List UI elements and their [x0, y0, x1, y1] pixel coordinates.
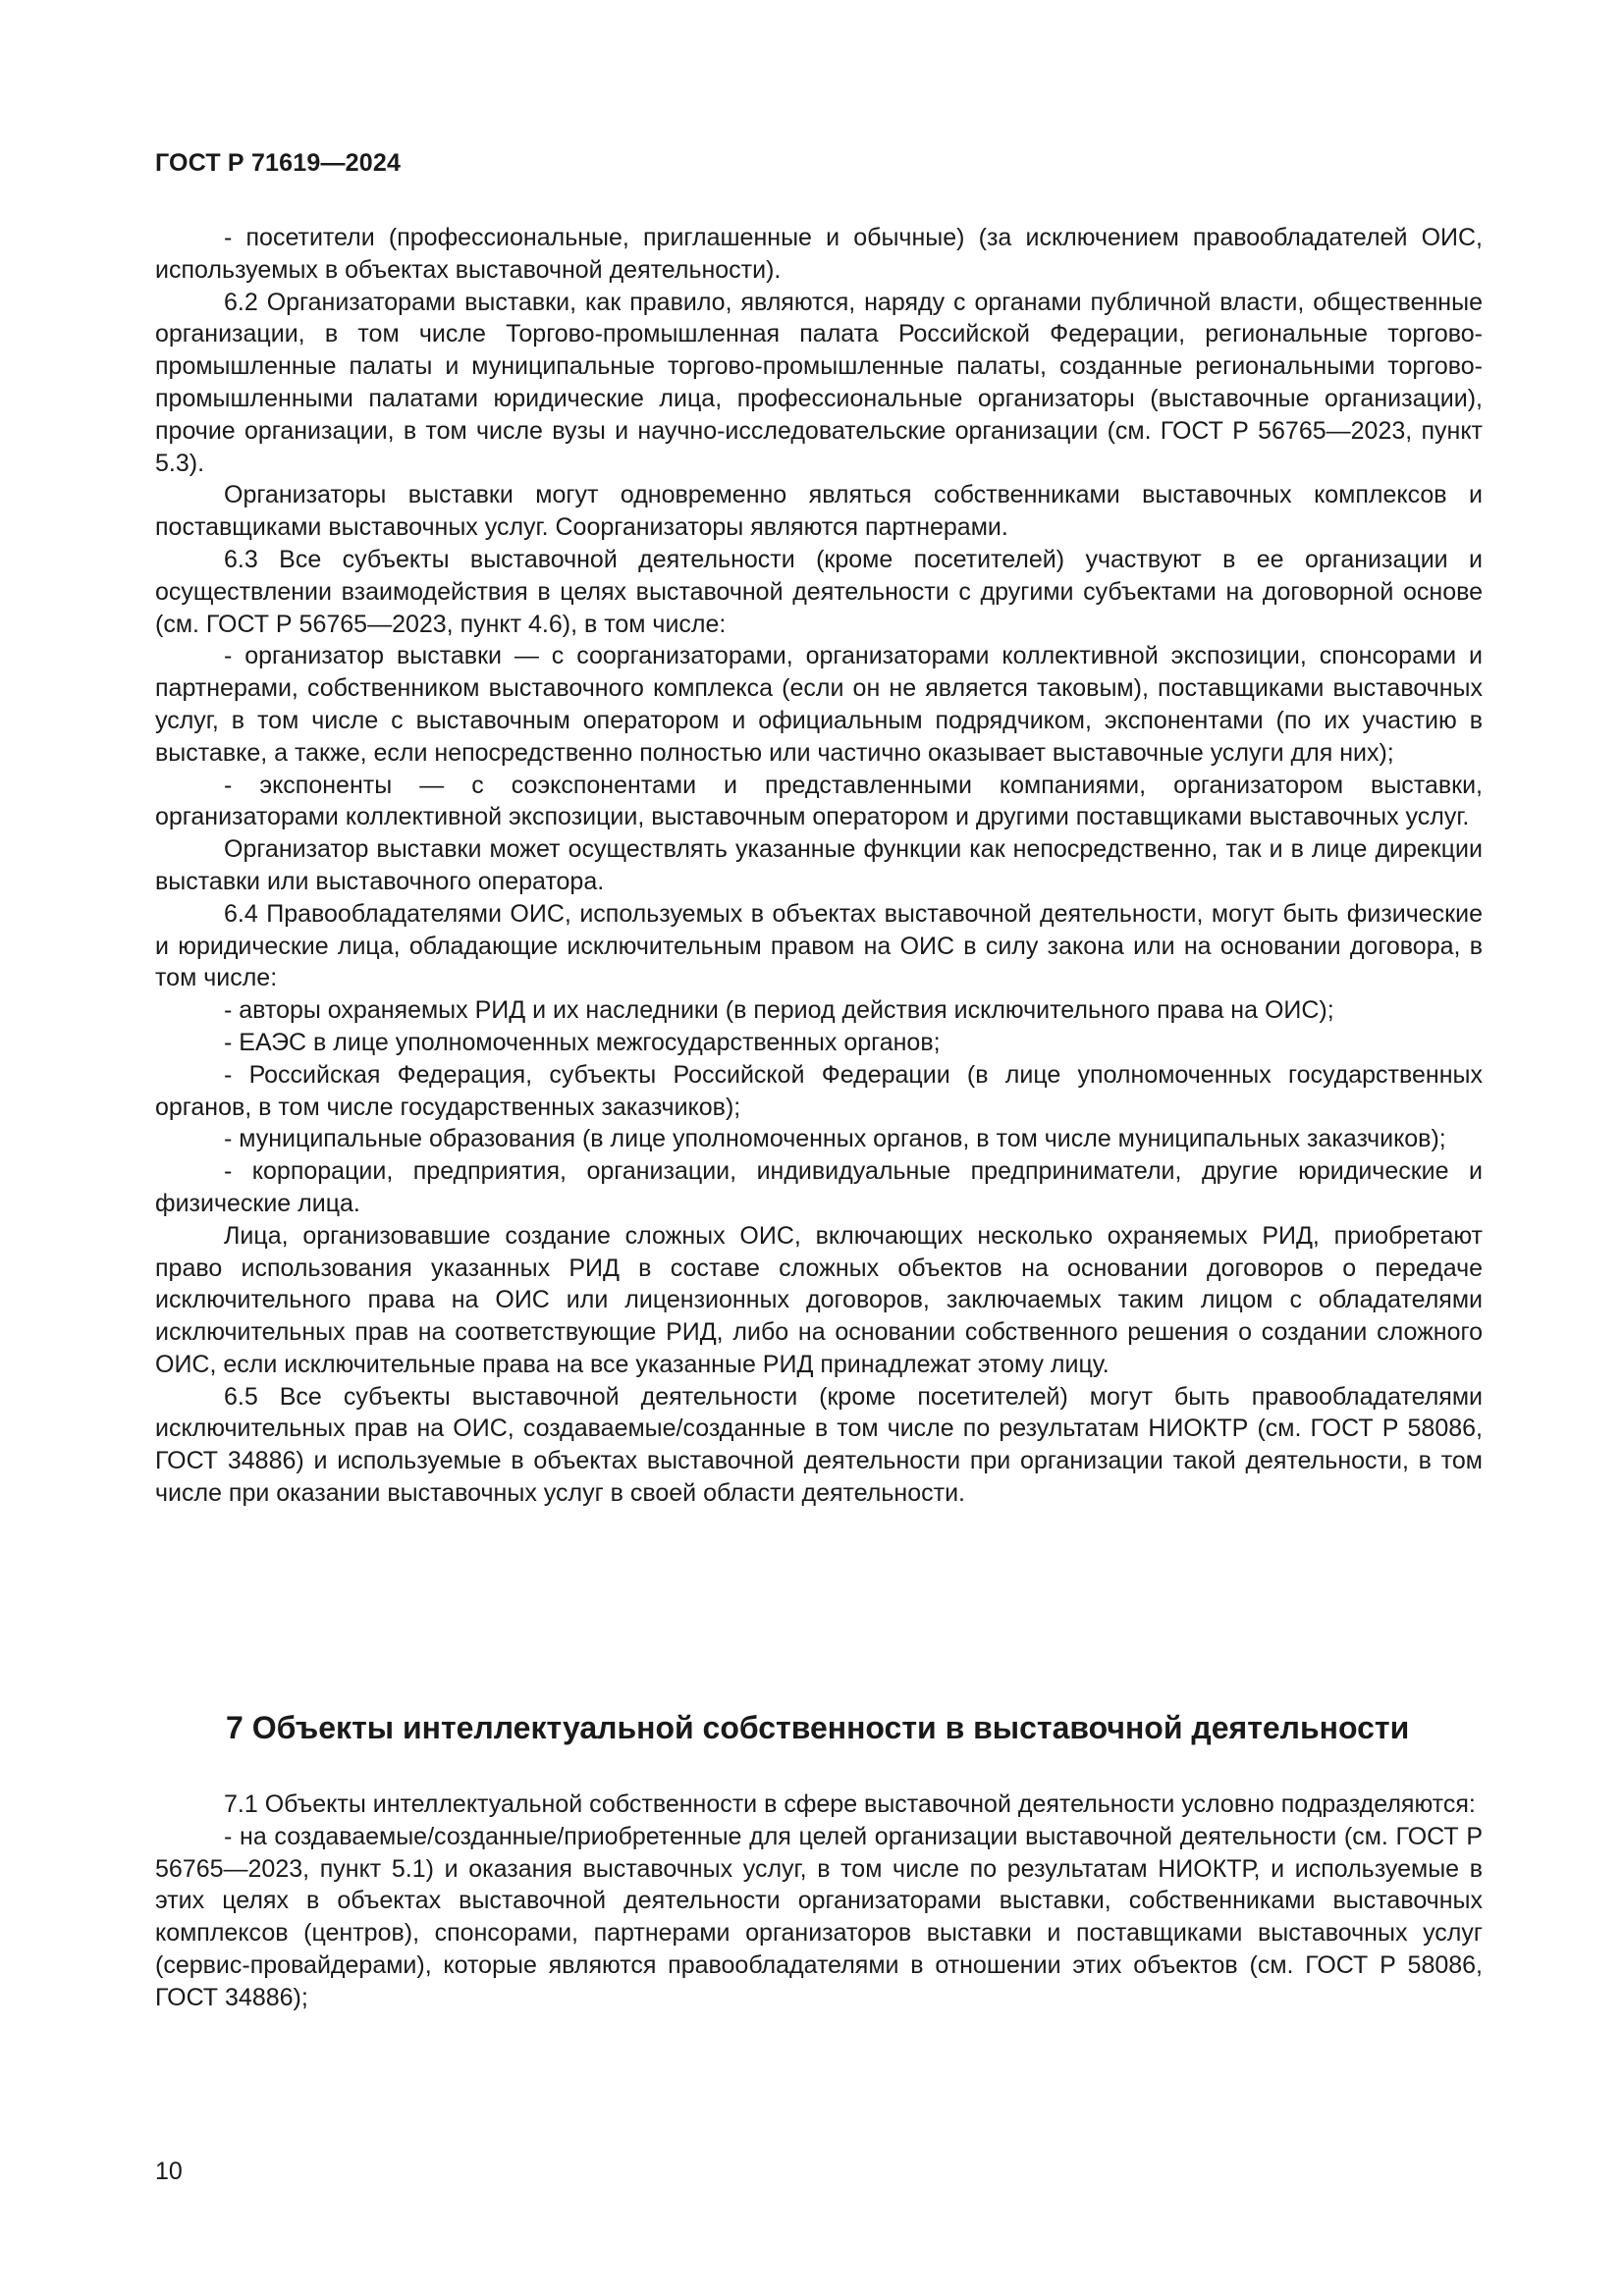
paragraph: - муниципальные образования (в лице уполномоченных органов, в том числе муниципальных заказчиков); [224, 1125, 1446, 1153]
paragraph: - Российская Федерация, субъекты Российской Федерации (в лице уполномоченных государственных органов, в том числе государственных заказчиков); [155, 1060, 1483, 1121]
section-7-body [155, 1789, 1483, 2014]
document-header: ГОСТ Р 71619—2024 [155, 149, 402, 177]
paragraph: 7.1 Объекты интеллектуальной собственности в сфере выставочной деятельности условно подразделяются: [224, 1790, 1476, 1818]
section-6-body [155, 222, 1483, 1510]
paragraph: 6.2 Организаторами выставки, как правило, являются, наряду с органами публичной власти, общественные организации, в том числе Торгово-промышленная палата Российской Федерации, региональные торгово-промышленные палаты и муниципальные торгово-промышленные палаты, созданные региональными торгово-промышленными палатами юридические лица, профессиональные организаторы (выставочные организации), прочие организации, в том числе вузы и научно-исследовательские организации (см. ГОСТ Р 56765—2023, пункт 5.3). [155, 288, 1483, 477]
paragraph: - корпорации, предприятия, организации, индивидуальные предприниматели, другие юридические и физические лица. [155, 1157, 1483, 1217]
paragraph: Организаторы выставки могут одновременно являться собственниками выставочных комплексов и поставщиками выставочных услуг. Соорганизаторы являются партнерами. [155, 481, 1483, 542]
paragraph: Организатор выставки может осуществлять указанные функции как непосредственно, так и в лице дирекции выставки или выставочного оператора. [155, 835, 1483, 895]
paragraph: 6.5 Все субъекты выставочной деятельности (кроме посетителей) могут быть правообладателями исключительных прав на ОИС, создаваемые/созданные в том числе по результатам НИОКТР (см. ГОСТ Р 58086, ГОСТ 34886) и используемые в объектах выставочной деятельности при организации такой деятельности, в том числе при оказании выставочных услуг в своей области деятельности. [155, 1382, 1483, 1508]
section-title: 7 Объекты интеллектуальной собственности в выставочной деятельности [226, 1710, 1410, 1745]
paragraph: - организатор выставки — с соорганизаторами, организаторами коллективной экспозиции, спонсорами и партнерами, собственником выставочного комплекса (если он не является таковым), поставщиками выставочных услуг, в том числе с выставочным оператором и официальным подрядчиком, экспонентами (по их участию в выставке, а также, если непосредственно полностью или частично оказывает выставочные услуги для них); [155, 642, 1483, 767]
paragraph: 6.4 Правообладателями ОИС, используемых в объектах выставочной деятельности, могут быть физические и юридические лица, обладающие исключительным правом на ОИС в силу закона или на основании договора, в том числе: [155, 899, 1483, 992]
page-number: 10 [155, 2158, 183, 2185]
paragraph: 6.3 Все субъекты выставочной деятельности (кроме посетителей) участвуют в ее организации и осуществлении взаимодействия в целях выставочной деятельности с другими субъектами на договорной основе (см. ГОСТ Р 56765—2023, пункт 4.6), в том числе: [155, 545, 1483, 638]
paragraph: - авторы охраняемых РИД и их наследники (в период действия исключительного права на ОИС); [224, 996, 1334, 1025]
paragraph: - на создаваемые/созданные/приобретенные для целей организации выставочной деятельности (см. ГОСТ Р 56765—2023, пункт 5.1) и оказания выставочных услуг, в том числе по результатам НИОКТР, и используемые в этих целях в объектах выставочной деятельности организаторами выставки, собственниками выставочных комплексов (центров), спонсорами, партнерами организаторов выставки и поставщиками выставочных услуг (сервис-провайдерами), которые являются правообладателями в отношении этих объектов (см. ГОСТ Р 58086, ГОСТ 34886); [155, 1822, 1483, 2011]
paragraph: - посетители (профессиональные, приглашенные и обычные) (за исключением правообладателей ОИС, используемых в объектах выставочной деятельности). [155, 224, 1483, 284]
paragraph: - ЕАЭС в лице уполномоченных межгосударственных органов; [224, 1028, 941, 1056]
paragraph: Лица, организовавшие создание сложных ОИС, включающих несколько охраняемых РИД, приобретают право использования указанных РИД в составе сложных объектов на основании договоров о передаче исключительного права на ОИС или лицензионных договоров, заключаемых таким лицом с обладателями исключительных прав на соответствующие РИД, либо на основании собственного решения о создании сложного ОИС, если исключительные права на все указанные РИД принадлежат этому лицу. [155, 1221, 1483, 1378]
paragraph: - экспоненты — с соэкспонентами и представленными компаниями, организатором выставки, организаторами коллективной экспозиции, выставочным оператором и другими поставщиками выставочных услуг. [155, 771, 1483, 831]
